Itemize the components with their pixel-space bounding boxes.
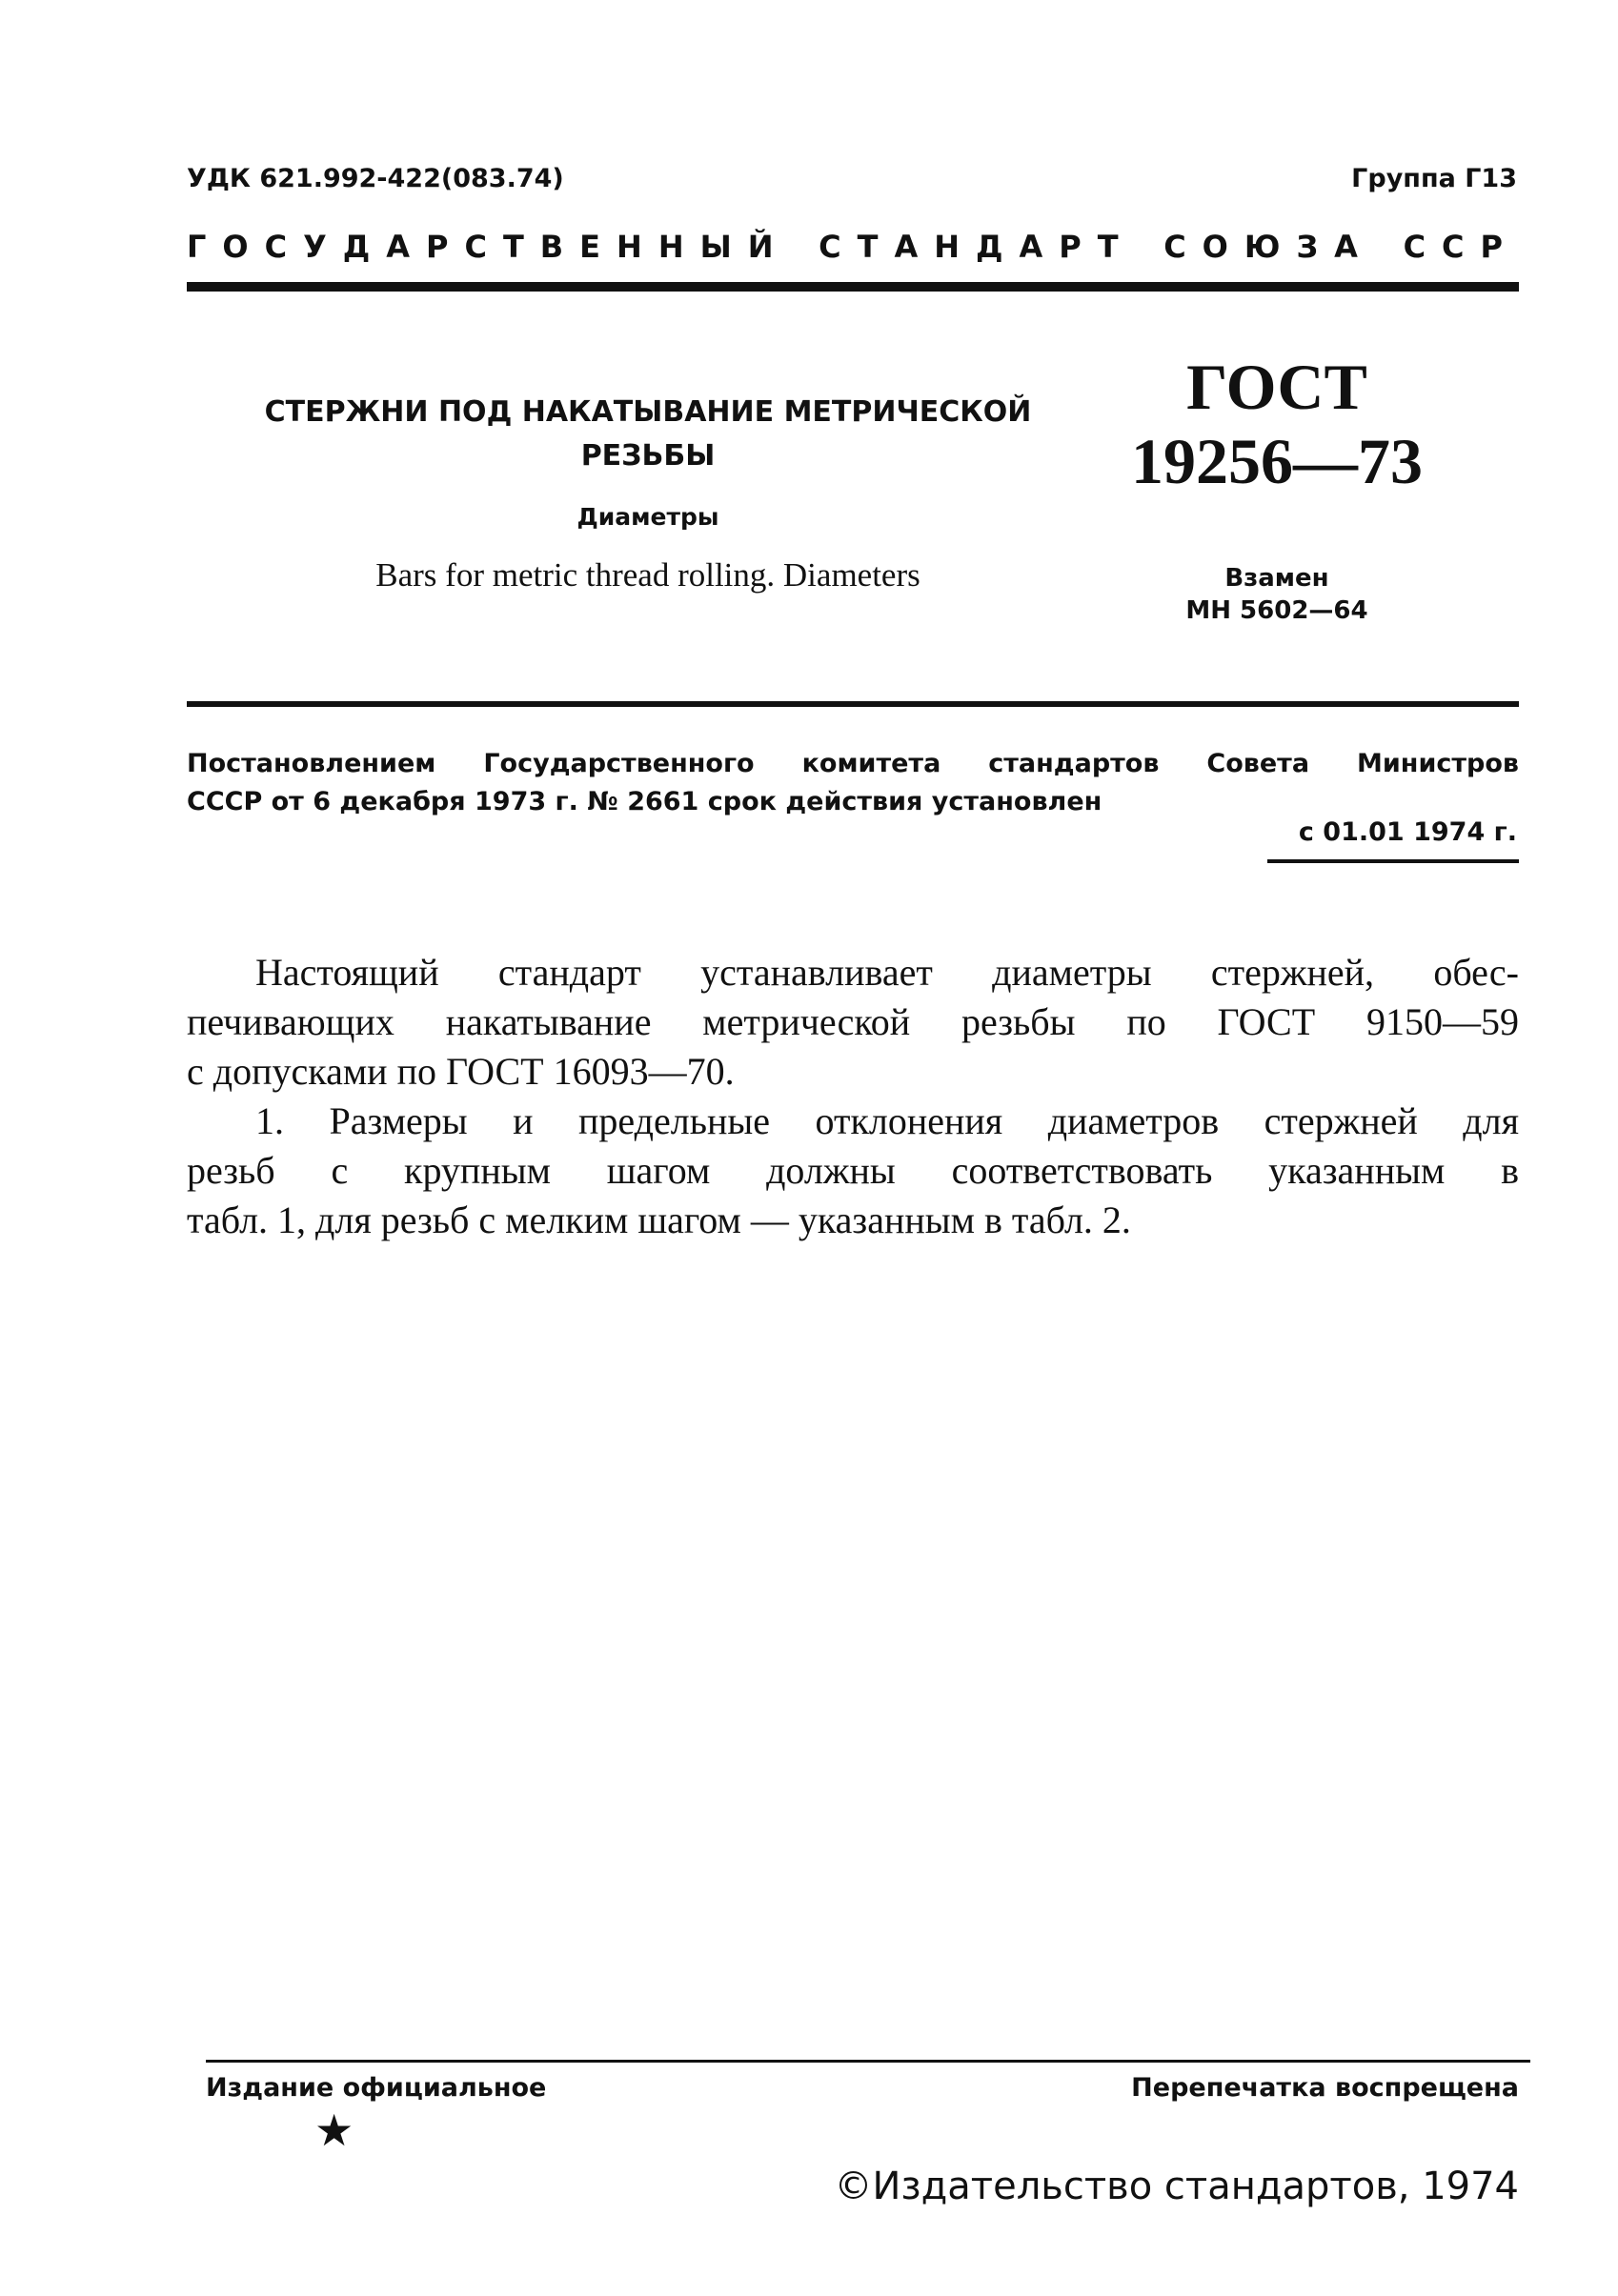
- official-edition-label: Издание официальное: [206, 2073, 547, 2103]
- banner-word-2: СТАНДАРТ: [819, 229, 1135, 265]
- banner-word-3: СОЮЗА: [1163, 229, 1374, 265]
- replaces-label: Взамен: [1224, 564, 1329, 593]
- header-divider: [187, 282, 1519, 292]
- body-paragraph-2-line-2: резьб с крупным шагом должны соответствовать указанным в: [187, 1149, 1519, 1192]
- effective-date: с 01.01 1974 г.: [1298, 817, 1517, 847]
- title-line-1: СТЕРЖНИ ПОД НАКАТЫВАНИЕ МЕТРИЧЕСКОЙ: [264, 395, 1032, 429]
- english-title: Bars for metric thread rolling. Diameters: [375, 556, 920, 594]
- replaced-document: МН 5602—64: [1185, 596, 1368, 625]
- effective-date-underline: [1267, 859, 1519, 863]
- gost-label: ГОСТ: [1186, 351, 1367, 423]
- title-divider: [187, 701, 1519, 707]
- star-icon: ★: [314, 2106, 354, 2155]
- title-line-2: РЕЗЬБЫ: [580, 439, 716, 473]
- reprint-prohibited-label: Перепечатка воспрещена: [1131, 2073, 1519, 2103]
- body-paragraph-1-line-1: Настоящий стандарт устанавливает диаметры стержней, обес-: [255, 951, 1519, 994]
- state-standard-banner: [187, 229, 1519, 265]
- group-code: Группа Г13: [1351, 164, 1517, 193]
- body-paragraph-1-line-2: печивающих накатывание метрической резьбы по ГОСТ 9150—59: [187, 1000, 1519, 1043]
- udk-code: УДК 621.992-422(083.74): [187, 164, 564, 193]
- banner-word-4: ССР: [1403, 229, 1519, 265]
- decree-line-2: СССР от 6 декабря 1973 г. № 2661 срок действия установлен: [187, 787, 1102, 816]
- document-title: [257, 391, 1039, 478]
- banner-word-1: ГОСУДАРСТВЕННЫЙ: [187, 229, 790, 265]
- publisher-copyright: ©Издательство стандартов, 1974: [834, 2165, 1519, 2208]
- gost-number: 19256—73: [1131, 425, 1423, 497]
- document-subtitle: Диаметры: [576, 503, 719, 531]
- body-paragraph-2-line-3: табл. 1, для резьб с мелким шагом — указанным в табл. 2.: [187, 1198, 1131, 1241]
- footer-divider: [206, 2060, 1530, 2063]
- body-paragraph-2-line-1: 1. Размеры и предельные отклонения диаметров стержней для: [255, 1099, 1519, 1142]
- body-paragraph-1-line-3: с допусками по ГОСТ 16093—70.: [187, 1050, 735, 1093]
- decree-line-1: Постановлением Государственного комитета стандартов Совета Министров: [187, 749, 1519, 778]
